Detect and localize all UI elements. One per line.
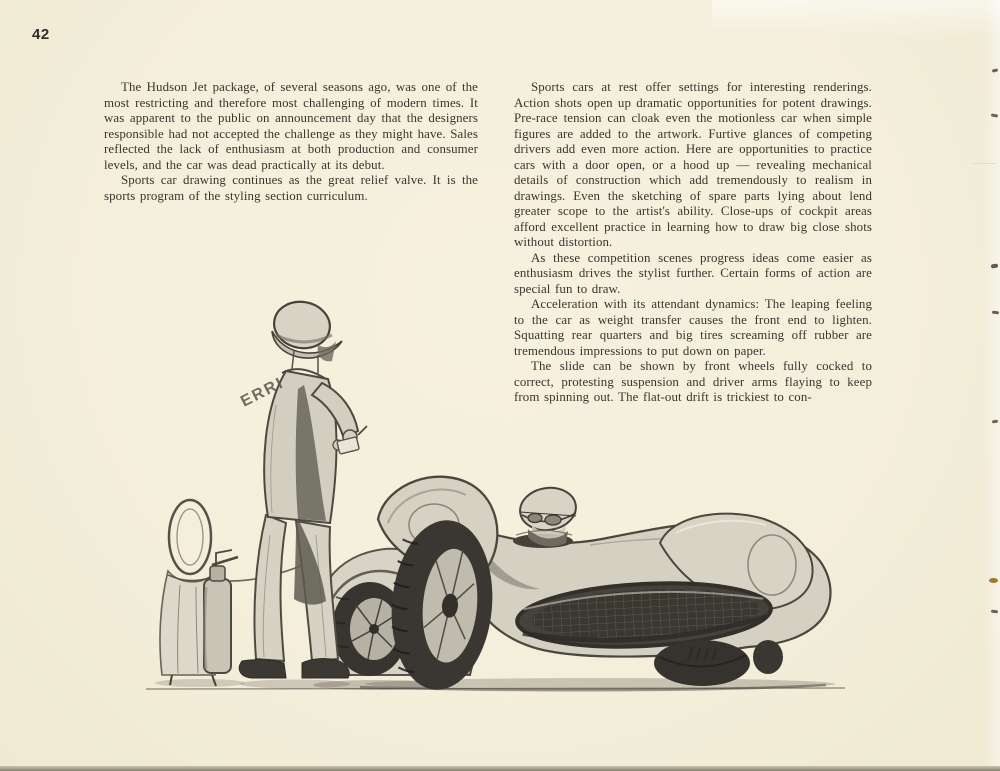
note-pad	[337, 437, 360, 454]
page-number: 42	[32, 26, 50, 43]
binding-mark	[992, 311, 999, 315]
overalls-lettering: ERRI	[238, 374, 288, 411]
binding-mark	[989, 578, 998, 583]
paragraph-sports-cars-at-rest: Sports cars at rest offer settings for interesting renderings. Action shots open up dramatic opportunities for potent drawings. Pre-race tension can cloak even the motionless car when simple figures are added to the artwork. Furtive glances of competing drivers add even more action. Here are opportunities to practice cars with a door open, or a hood up — revealing mechanical details of construction which add tremendously to realism in drawings. Even the sketching of spare parts lying about lend greater scope to the artist's ability. Close-ups of cockpit areas afford excellent practice in learning how to draw big close shots without distortion.	[514, 80, 872, 249]
race-car-sketch-illustration	[120, 285, 860, 705]
paragraph-acceleration: Acceleration with its attendant dynamics: The leaping feeling to the car as weight transfer causes the front end to lighten. Squatting rear quarters and big tires screaming off rubber are tremendous impressions to put down on paper.	[514, 297, 872, 358]
paragraph-hudson-jet: The Hudson Jet package, of several seasons ago, was one of the most restricting and therefore most challenging of modern times. It was apparent to the public on announcement day that the designers responsible had not accepted the challenge as they might have. Sales reflected the lack of enthusiasm at both production and consumer levels, and the car was dead practically at its debut.	[104, 80, 478, 172]
left-text-column	[104, 80, 478, 204]
paper-scratch	[973, 163, 996, 164]
shoe	[239, 660, 286, 678]
ground-line	[146, 678, 845, 690]
paragraph-competition-scenes: As these competition scenes progress ideas come easier as enthusiasm drives the stylist further. Certain forms of action are special fun to draw.	[514, 250, 872, 296]
front-right-wheels	[654, 640, 783, 686]
pencil	[358, 426, 367, 435]
driver-goggles	[528, 514, 542, 523]
driver-helmet	[517, 484, 578, 533]
driver-figure	[513, 484, 579, 548]
page-corner-sheen	[712, 0, 1000, 38]
paragraph-relief-valve: Sports car drawing continues as the great relief valve. It is the sports program of the styling section curriculum.	[104, 173, 478, 203]
paragraph-the-slide: The slide can be shown by front wheels fully cocked to correct, protesting suspension and driver arms flaying to keep from spinning out. The flat-out drift is trickiest to con-	[514, 359, 872, 404]
page-bottom-edge	[0, 766, 1000, 771]
